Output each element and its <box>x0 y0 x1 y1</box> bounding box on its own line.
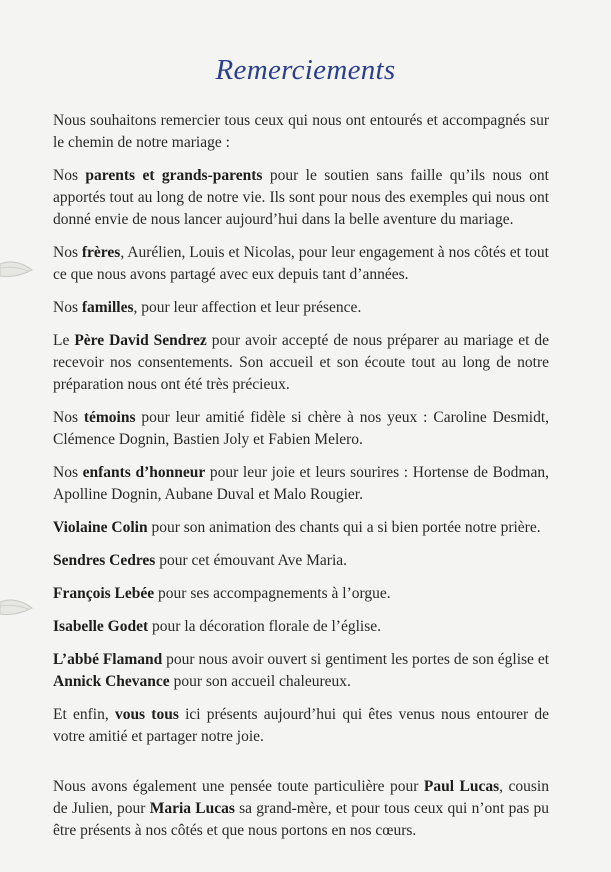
text: pour leur joie et leurs sourires : Hortense de Bodman, Apolline Dognin, Aubane Duval et Malo Rougier. <box>53 464 549 503</box>
bold-name: Violaine Colin <box>53 519 148 536</box>
bold-name: Maria Lucas <box>149 800 235 817</box>
text: Nos <box>53 244 82 261</box>
thanks-abbe <box>53 649 549 693</box>
thanks-enfants <box>53 462 549 506</box>
bold-name: Père David Sendrez <box>74 332 207 349</box>
bold-name: Paul Lucas <box>423 778 500 795</box>
text: , Aurélien, Louis et Nicolas, pour leur engagement à nos côtés et tout ce que nous avons partagé avec eux depuis tant d’années. <box>53 244 549 283</box>
ribbon-binding-icon <box>0 256 34 286</box>
text: sa grand-mère, et pour tous ceux qui n’ont pas pu être présents à nos côtés et que nous portons en nos cœurs. <box>53 800 549 839</box>
thanks-isabelle <box>53 616 549 638</box>
bold-name: parents et grands-parents <box>85 167 263 184</box>
thanks-temoins <box>53 407 549 451</box>
intro-paragraph: Nous souhaitons remercier tous ceux qui nous ont entourés et accompagnés sur le chemin de notre mariage : <box>53 112 549 151</box>
thanks-francois <box>53 583 549 605</box>
thanks-pensee <box>53 776 549 842</box>
bold-name: Isabelle Godet <box>53 618 149 635</box>
text: Et enfin, <box>53 706 115 723</box>
text: pour la décoration florale de l’église. <box>148 618 381 635</box>
text: pour ses accompagnements à l’orgue. <box>154 585 391 602</box>
thanks-familles <box>53 297 549 319</box>
text: Nos <box>53 167 86 184</box>
thanks-parents <box>53 165 549 231</box>
bold-name: enfants d’honneur <box>82 464 206 481</box>
text: pour leur amitié fidèle si chère à nos yeux : Caroline Desmidt, Clémence Dognin, Bastien Joly et Fabien Melero. <box>53 409 549 448</box>
bold-name: L’abbé Flamand <box>53 651 163 668</box>
bold-name: frères <box>81 244 121 261</box>
text: Nos <box>53 464 83 481</box>
text: Nous avons également une pensée toute particulière pour <box>53 778 424 795</box>
text: pour le soutien sans faille qu’ils nous ont apportés tout au long de notre vie. Ils sont pour nous des exemples qui nous ont donné envie de nous lancer aujourd’hui dans la belle aventure du mariage. <box>53 167 549 228</box>
text: ici présents aujourd’hui qui êtes venus nous entourer de votre amitié et partager notre joie. <box>53 706 550 745</box>
ribbon-binding-icon <box>0 594 34 624</box>
thanks-text <box>53 110 549 853</box>
thanks-violaine <box>53 517 549 539</box>
thanks-freres <box>53 242 549 286</box>
text: pour avoir accepté de nous préparer au mariage et de recevoir nos consentements. Son accueil et son écoute tout au long de notre préparation nous ont été très précieux. <box>53 332 549 393</box>
bold-name: Annick Chevance <box>53 673 170 690</box>
thanks-pere <box>53 330 549 396</box>
text: pour cet émouvant Ave Maria. <box>155 552 348 569</box>
bold-name: Sendres Cedres <box>53 552 156 569</box>
text: pour son animation des chants qui a si bien portée notre prière. <box>147 519 541 536</box>
text: , cousin de Julien, pour <box>53 778 549 817</box>
text: Le <box>53 332 75 349</box>
text: Nos <box>53 299 82 316</box>
bold-name: témoins <box>83 409 136 426</box>
bold-name: vous tous <box>114 706 179 723</box>
text: pour son accueil chaleureux. <box>169 673 351 690</box>
text: Nos <box>53 409 84 426</box>
bold-name: François Lebée <box>53 585 155 602</box>
text: pour nous avoir ouvert si gentiment les portes de son église et <box>162 651 550 668</box>
page-title: Remerciements <box>215 54 396 86</box>
thanks-sendres <box>53 550 549 572</box>
thanks-enfin <box>53 704 549 748</box>
bold-name: familles <box>81 299 134 316</box>
text: , pour leur affection et leur présence. <box>133 299 362 316</box>
